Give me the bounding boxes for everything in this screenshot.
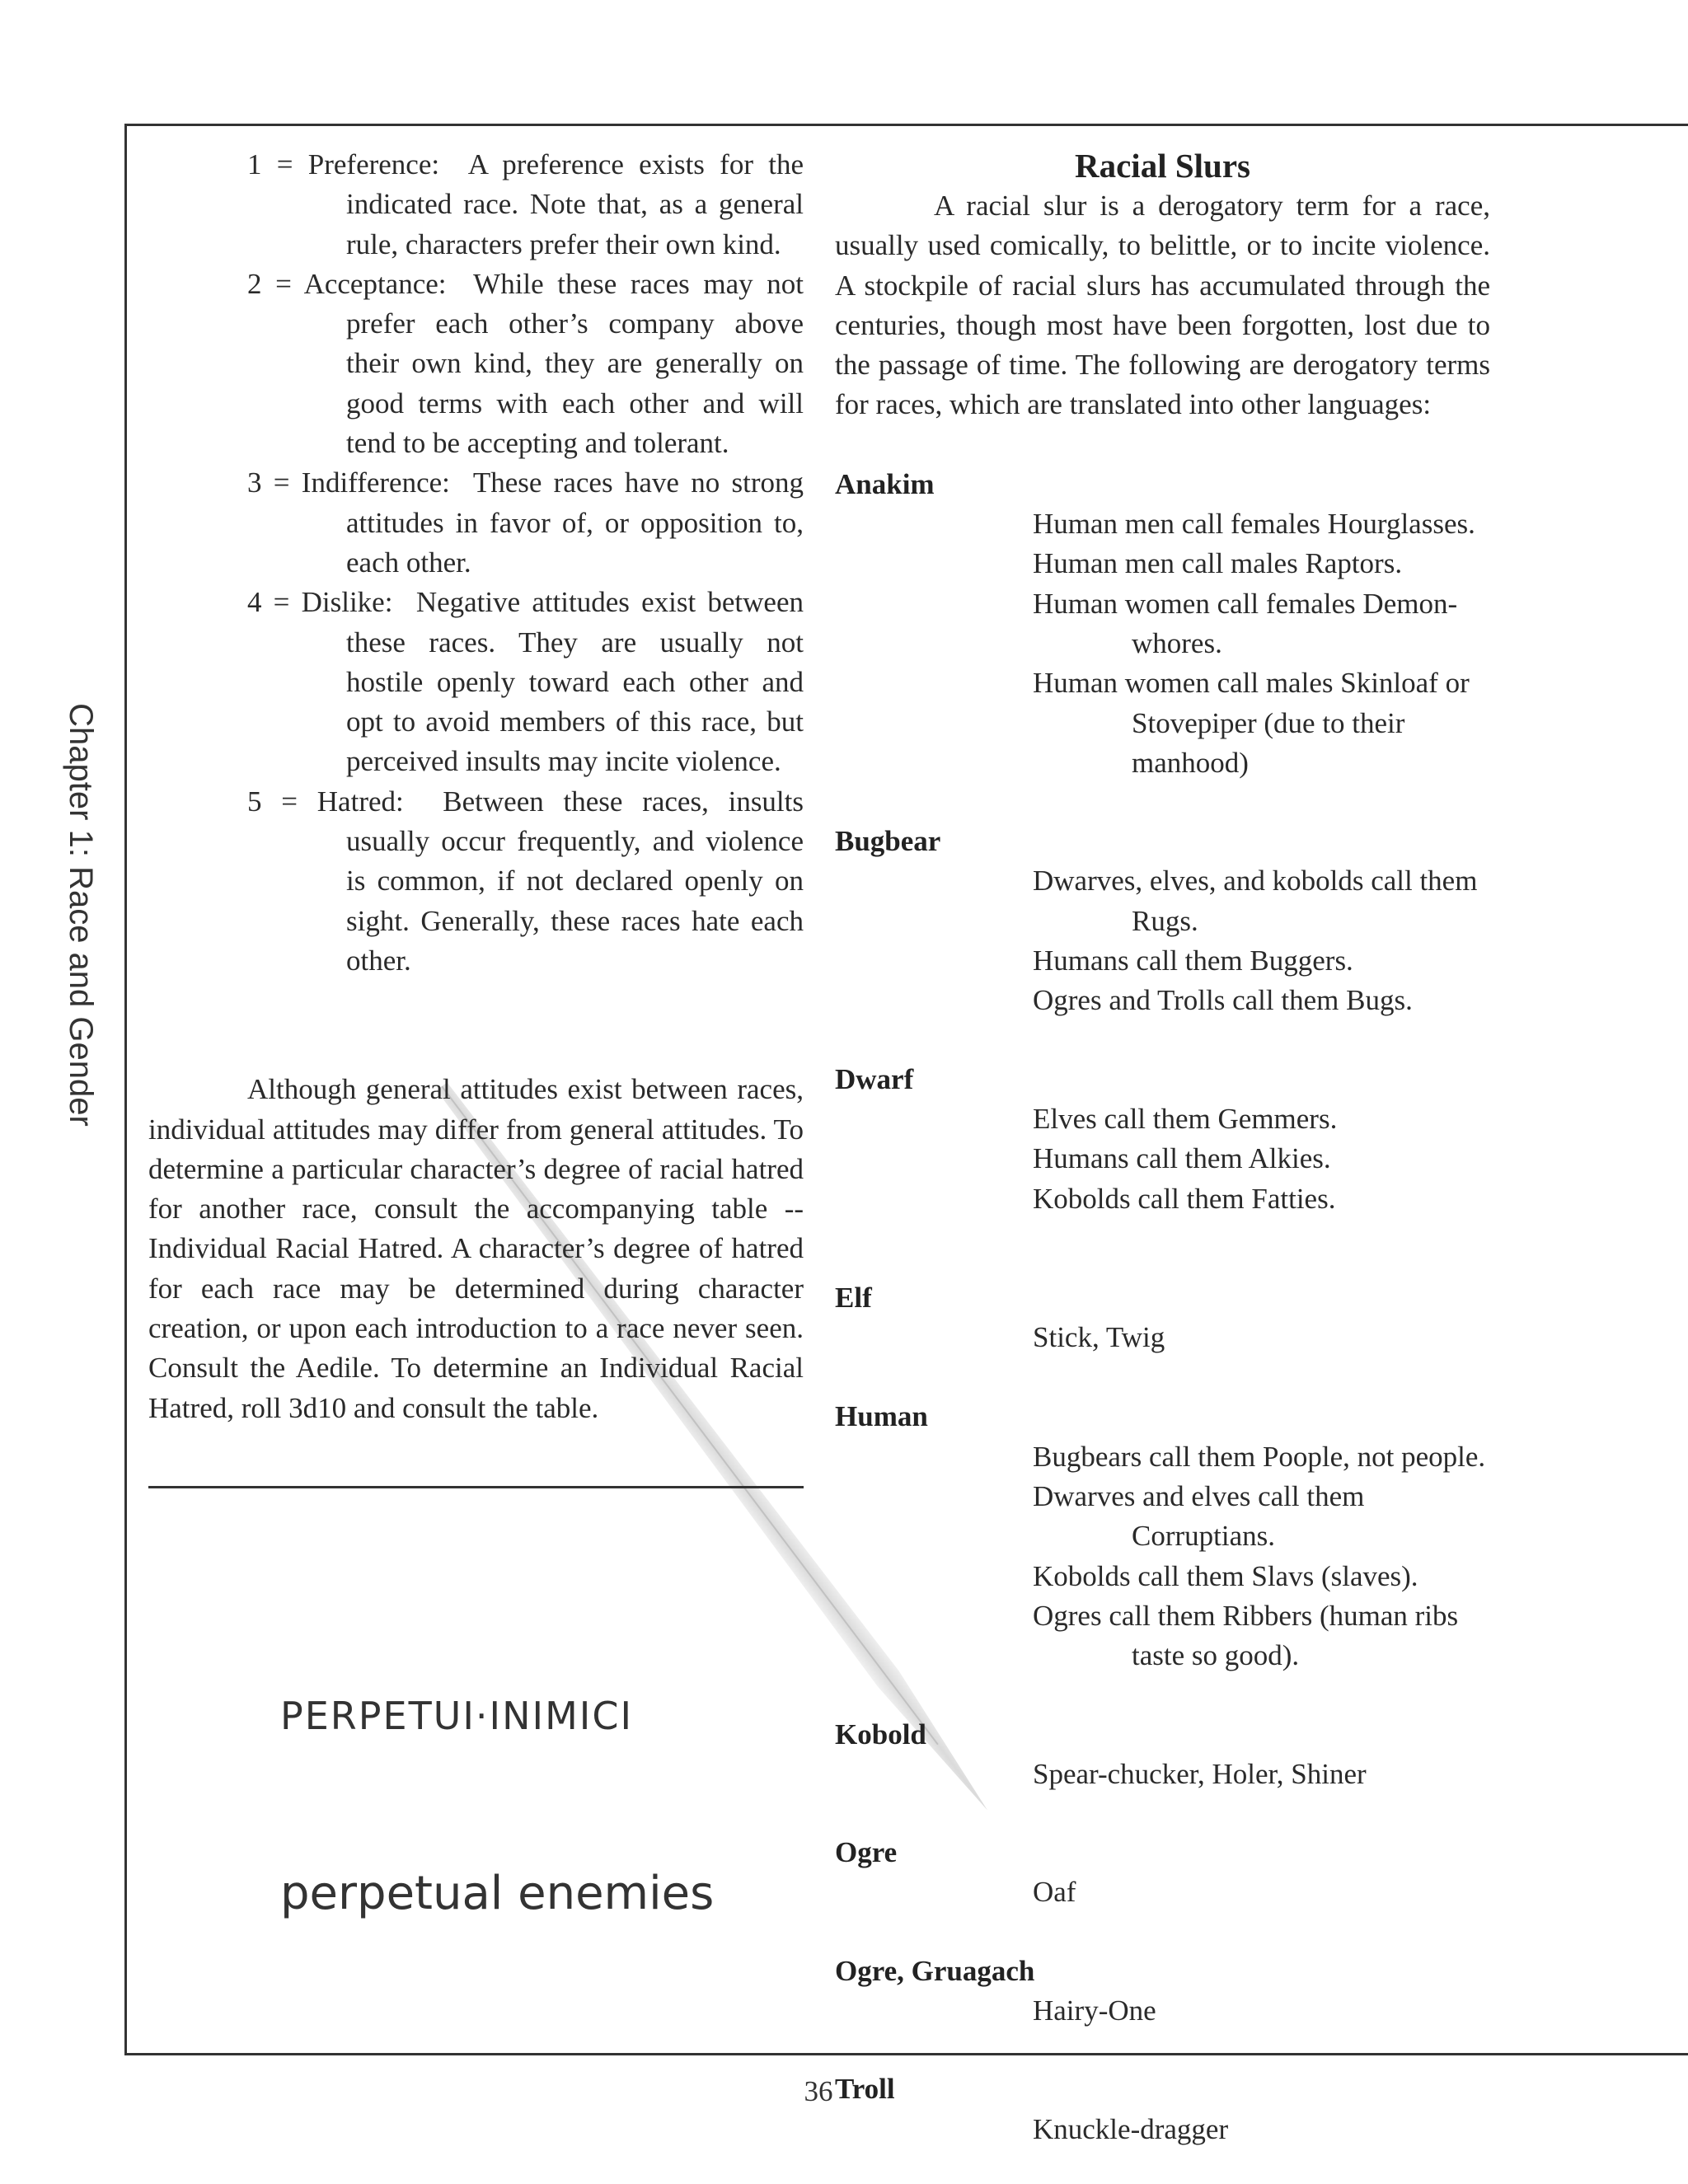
race-section-elf	[835, 1278, 1490, 1358]
motto-latin: PERPETUI·INIMICI	[280, 1694, 634, 1738]
individual-hatred-paragraph: Although general attitudes exist between races, individual attitudes may differ from general attitudes. To determine a particular character’s degree of racial hatred for another race, consult the accompanying table -- Individual Racial Hatred. A character’s degree of hatred for each race may be determined during character creation, or upon each introduction to a race never seen. Consult the Aedile. To determine an Individual Racial Hatred, roll 3d10 and consult the table.	[148, 1073, 804, 1424]
race-name: Dwarf	[835, 1062, 914, 1095]
race-section-bugbear	[835, 822, 1490, 1020]
race-section-kobold	[835, 1715, 1490, 1795]
slur-item: Elves call them Gemmers.	[1033, 1102, 1338, 1135]
attitude-scale-item: 1 = Preference: A preference exists for the indicated race. Note that, as a general rule, characters prefer their own kind.	[247, 148, 804, 260]
slur-list	[835, 1755, 1490, 1794]
slur-list	[835, 1437, 1490, 1676]
slur-item: Kobolds call them Fatties.	[1033, 1182, 1336, 1215]
race-section-ogre-gruagach	[835, 1952, 1490, 2032]
slur-item: Stick, Twig	[1033, 1321, 1165, 1354]
slur-item: Spear-chucker, Holer, Shiner	[1033, 1757, 1367, 1790]
slur-item: Human men call males Raptors.	[1033, 547, 1403, 580]
chapter-side-label: Chapter 1: Race and Gender	[63, 703, 99, 1127]
slur-item: Dwarves, elves, and kobolds call them Rugs.	[1033, 865, 1478, 937]
slur-item: Human women call males Skinloaf or Stovepiper (due to their manhood)	[1033, 667, 1470, 779]
race-name: Elf	[835, 1281, 872, 1314]
slur-list	[835, 861, 1490, 1020]
slur-item: Oaf	[1033, 1876, 1076, 1909]
racial-slurs-title: Racial Slurs	[1075, 147, 1250, 185]
race-name: Bugbear	[835, 825, 941, 858]
race-name: Ogre	[835, 1836, 898, 1869]
attitude-scale-item: 5 = Hatred: Between these races, insults usually occur frequently, and violence is common, if not declared openly on sight. Generally, these races hate each other.	[247, 785, 804, 977]
slur-item: Hairy-One	[1033, 1994, 1156, 2027]
slur-item: Ogres and Trolls call them Bugs.	[1033, 984, 1413, 1017]
right-column	[835, 145, 1490, 2149]
race-name: Ogre, Gruagach	[835, 1954, 1035, 1987]
slur-item: Bugbears call them Poople, not people.	[1033, 1440, 1486, 1473]
slur-item: Humans call them Alkies.	[1033, 1142, 1331, 1175]
left-column	[148, 145, 804, 1488]
slur-item: Knuckle-dragger	[1033, 2112, 1229, 2145]
race-name: Human	[835, 1400, 928, 1433]
slur-item: Ogres call them Ribbers (human ribs taste so good).	[1033, 1599, 1459, 1672]
attitude-scale-item: 3 = Indifference: These races have no strong attitudes in favor of, or opposition to, each other.	[247, 466, 804, 579]
attitude-scale-item: 4 = Dislike: Negative attitudes exist between these races. They are usually not hostile openly toward each other and opt to avoid members of this race, but perceived insults may incite violence.	[247, 586, 804, 778]
attitude-scale-list	[148, 145, 804, 981]
race-section-human	[835, 1397, 1490, 1675]
race-section-ogre	[835, 1833, 1490, 1913]
slur-list	[835, 1318, 1490, 1357]
slur-item: Kobolds call them Slavs (slaves).	[1033, 1559, 1418, 1592]
race-section-dwarf	[835, 1060, 1490, 1219]
slur-item: Human men call females Hourglasses.	[1033, 508, 1475, 541]
race-name: Anakim	[835, 467, 935, 500]
slur-list	[835, 2110, 1490, 2149]
race-section-anakim	[835, 465, 1490, 783]
slur-item: Human women call females Demon-whores.	[1033, 587, 1458, 659]
section-divider	[148, 1486, 804, 1488]
race-name: Troll	[835, 2073, 895, 2106]
slur-list	[835, 1991, 1490, 2031]
race-name: Kobold	[835, 1718, 926, 1750]
slur-list	[835, 1099, 1490, 1219]
attitude-scale-item: 2 = Acceptance: While these races may not prefer each other’s company above their own kind, they are generally on good terms with each other and will tend to be accepting and tolerant.	[247, 267, 804, 460]
page-number: 36	[804, 2075, 833, 2107]
motto-english: perpetual enemies	[280, 1867, 715, 1920]
slur-list	[835, 1872, 1490, 1912]
slur-item: Dwarves and elves call them Corruptians.	[1033, 1480, 1365, 1553]
slur-item: Humans call them Buggers.	[1033, 944, 1353, 977]
slur-list	[835, 504, 1490, 783]
racial-slurs-intro: A racial slur is a derogatory term for a race, usually used comically, to belittle, or to incite violence. A stockpile of racial slurs has accumulated through the centuries, though most have been forgotten, lost due to the passage of time. The following are derogatory terms for races, which are translated into other languages:	[835, 190, 1490, 421]
